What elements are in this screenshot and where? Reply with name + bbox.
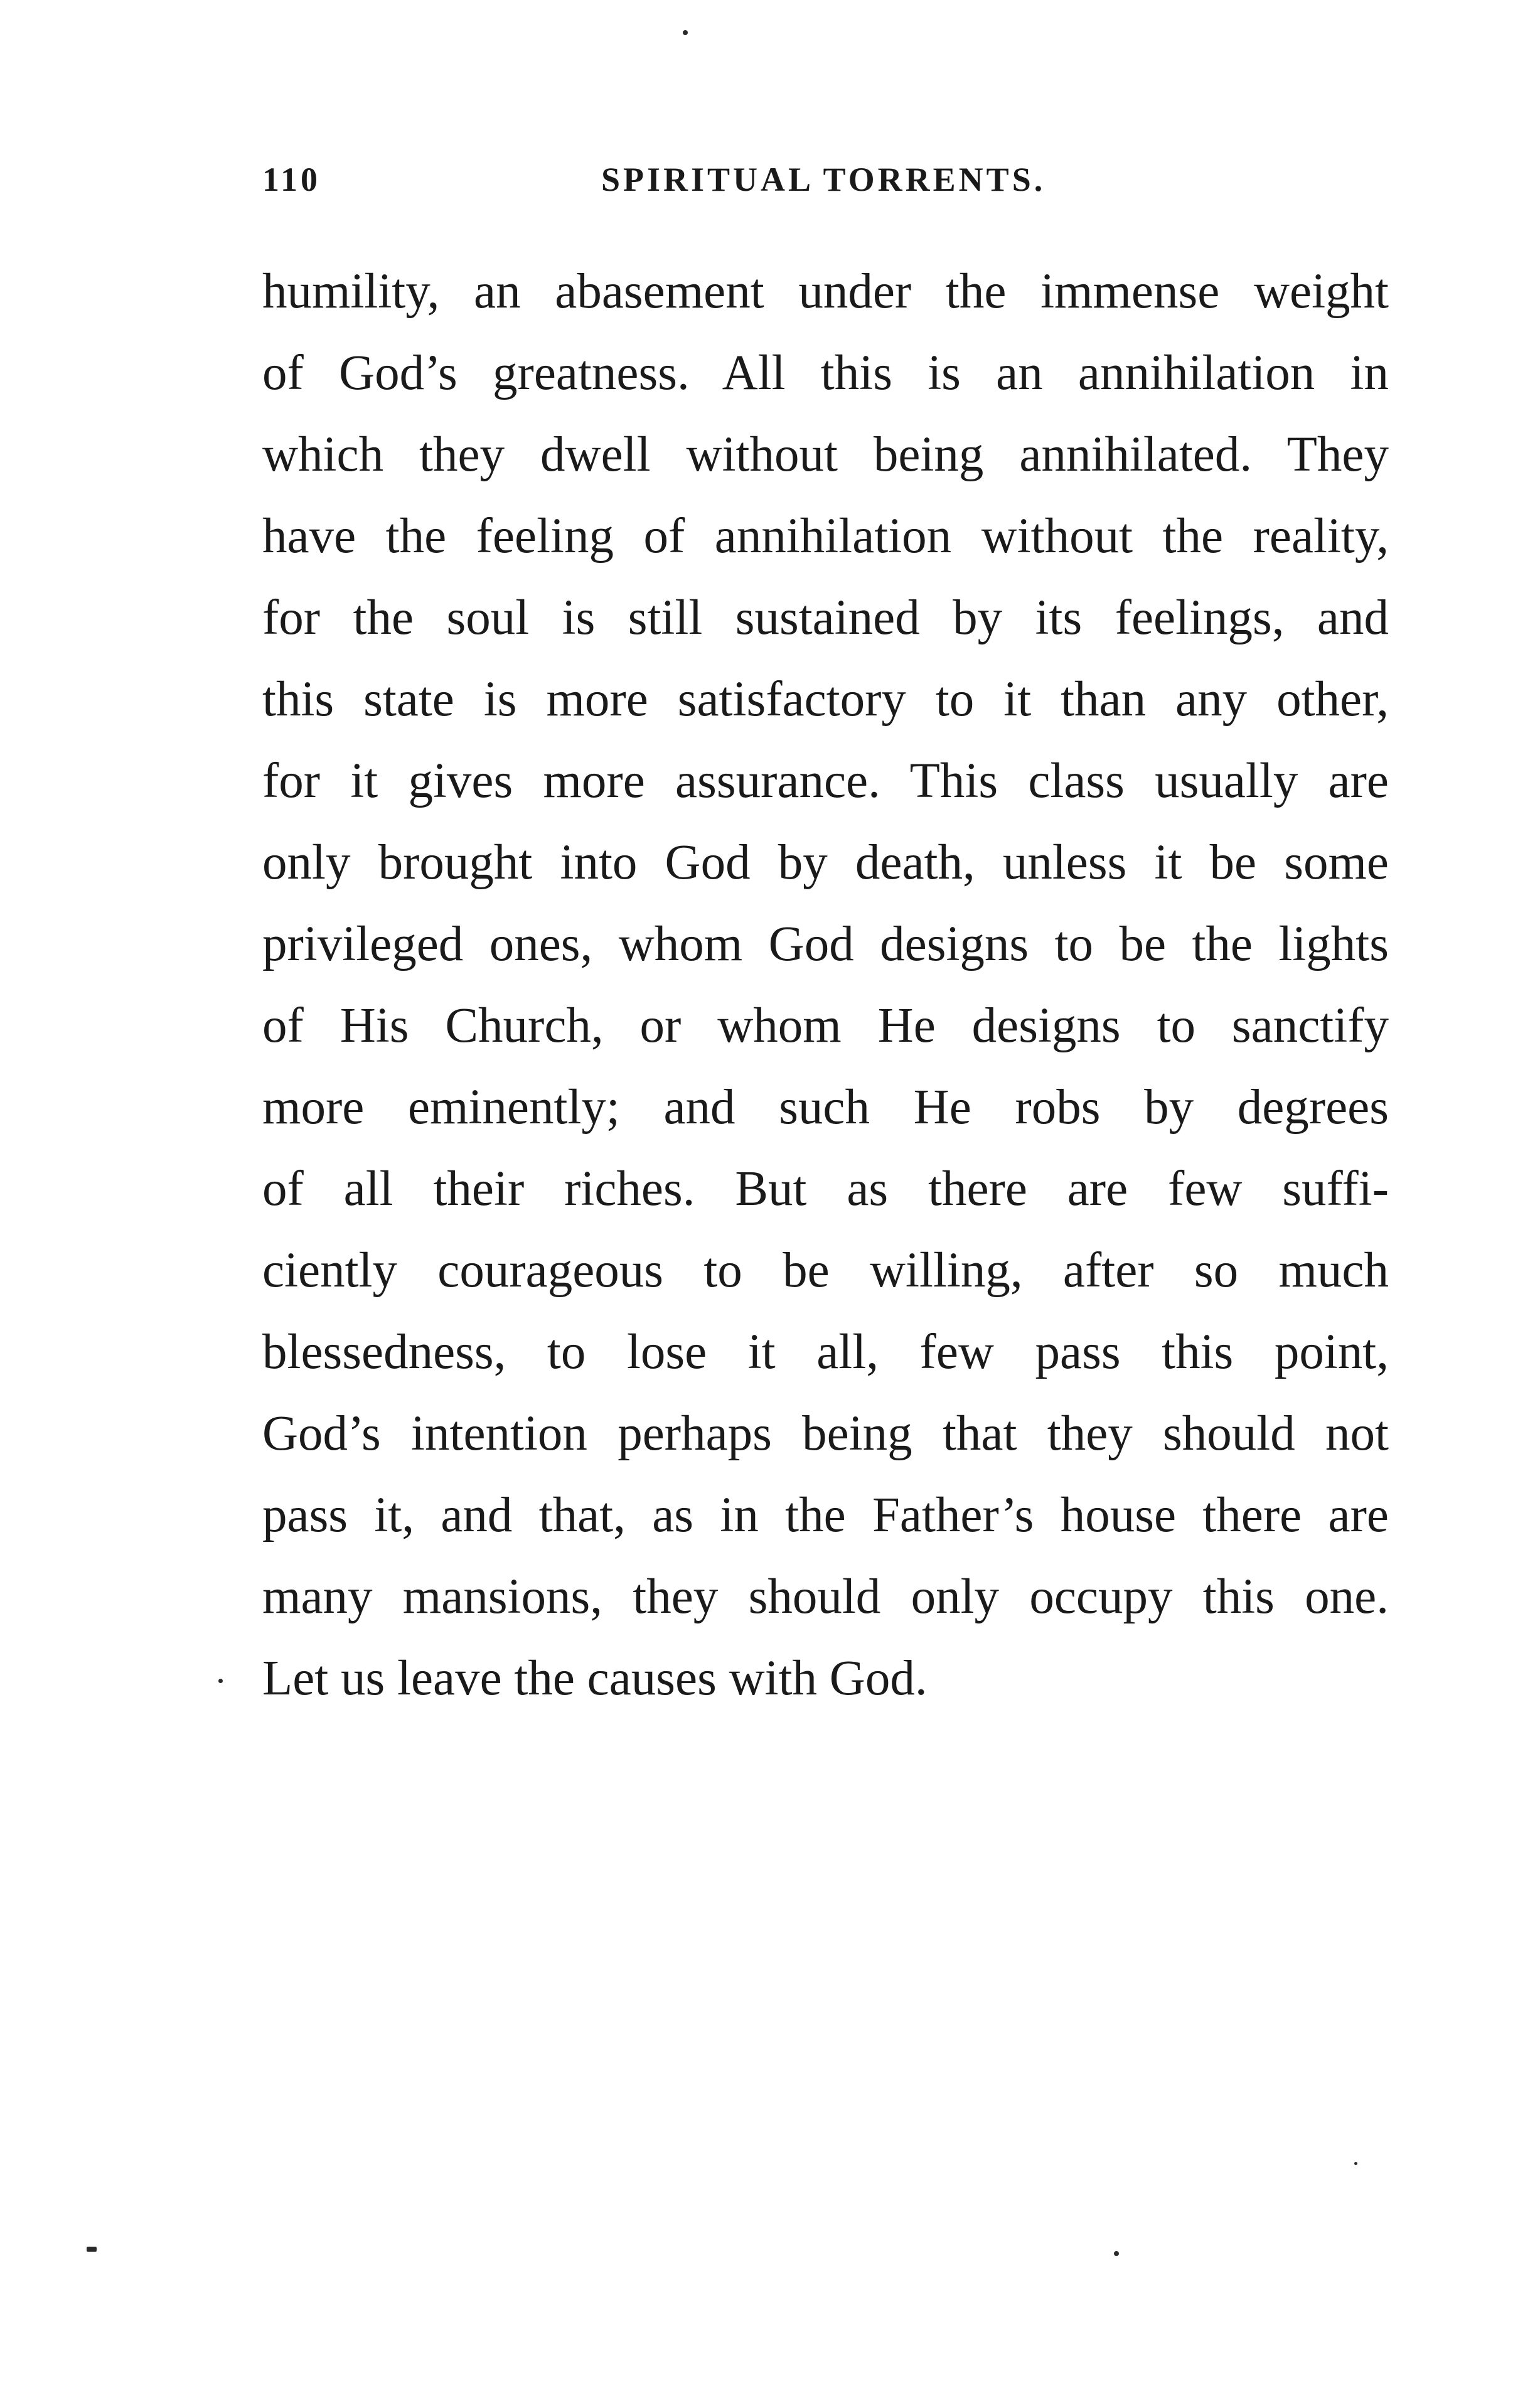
text-line: pass it, and that, as in the Father’s house there are <box>262 1488 1389 1543</box>
text-line: many mansions, they should only occupy this one. <box>262 1570 1389 1624</box>
text-line: for the soul is still sustained by its feelings, and <box>262 591 1389 645</box>
text-line: of His Church, or whom He designs to sanctify <box>262 998 1389 1053</box>
scan-speck <box>87 2247 97 2252</box>
scan-speck <box>218 1679 223 1683</box>
running-header <box>262 160 1392 217</box>
text-line: of God’s greatness. All this is an annihilation in <box>262 346 1389 400</box>
text-line: have the feeling of annihilation without the reality, <box>262 509 1389 564</box>
text-line: of all their riches. But as there are few suffi- <box>262 1162 1389 1216</box>
body-text <box>262 251 1389 1720</box>
text-line: this state is more satisfactory to it than any other, <box>262 672 1389 727</box>
text-line: God’s intention perhaps being that they should not <box>262 1406 1389 1461</box>
text-line-last: Let us leave the causes with God. <box>262 1651 928 1706</box>
text-line: which they dwell without being annihilated. They <box>262 427 1389 482</box>
text-line: privileged ones, whom God designs to be the lights <box>262 917 1389 971</box>
scan-speck <box>683 30 688 35</box>
text-line: blessedness, to lose it all, few pass this point, <box>262 1325 1389 1379</box>
text-line: ciently courageous to be willing, after so much <box>262 1243 1389 1298</box>
running-title: SPIRITUAL TORRENTS. <box>601 161 1046 198</box>
text-line: humility, an abasement under the immense weight <box>262 264 1389 319</box>
page-number: 110 <box>262 161 321 198</box>
scan-speck <box>1354 2162 1357 2165</box>
text-line: only brought into God by death, unless it be some <box>262 835 1389 890</box>
text-line: more eminently; and such He robs by degrees <box>262 1080 1389 1135</box>
text-line: for it gives more assurance. This class usually are <box>262 754 1389 808</box>
scan-speck <box>1114 2251 1119 2256</box>
